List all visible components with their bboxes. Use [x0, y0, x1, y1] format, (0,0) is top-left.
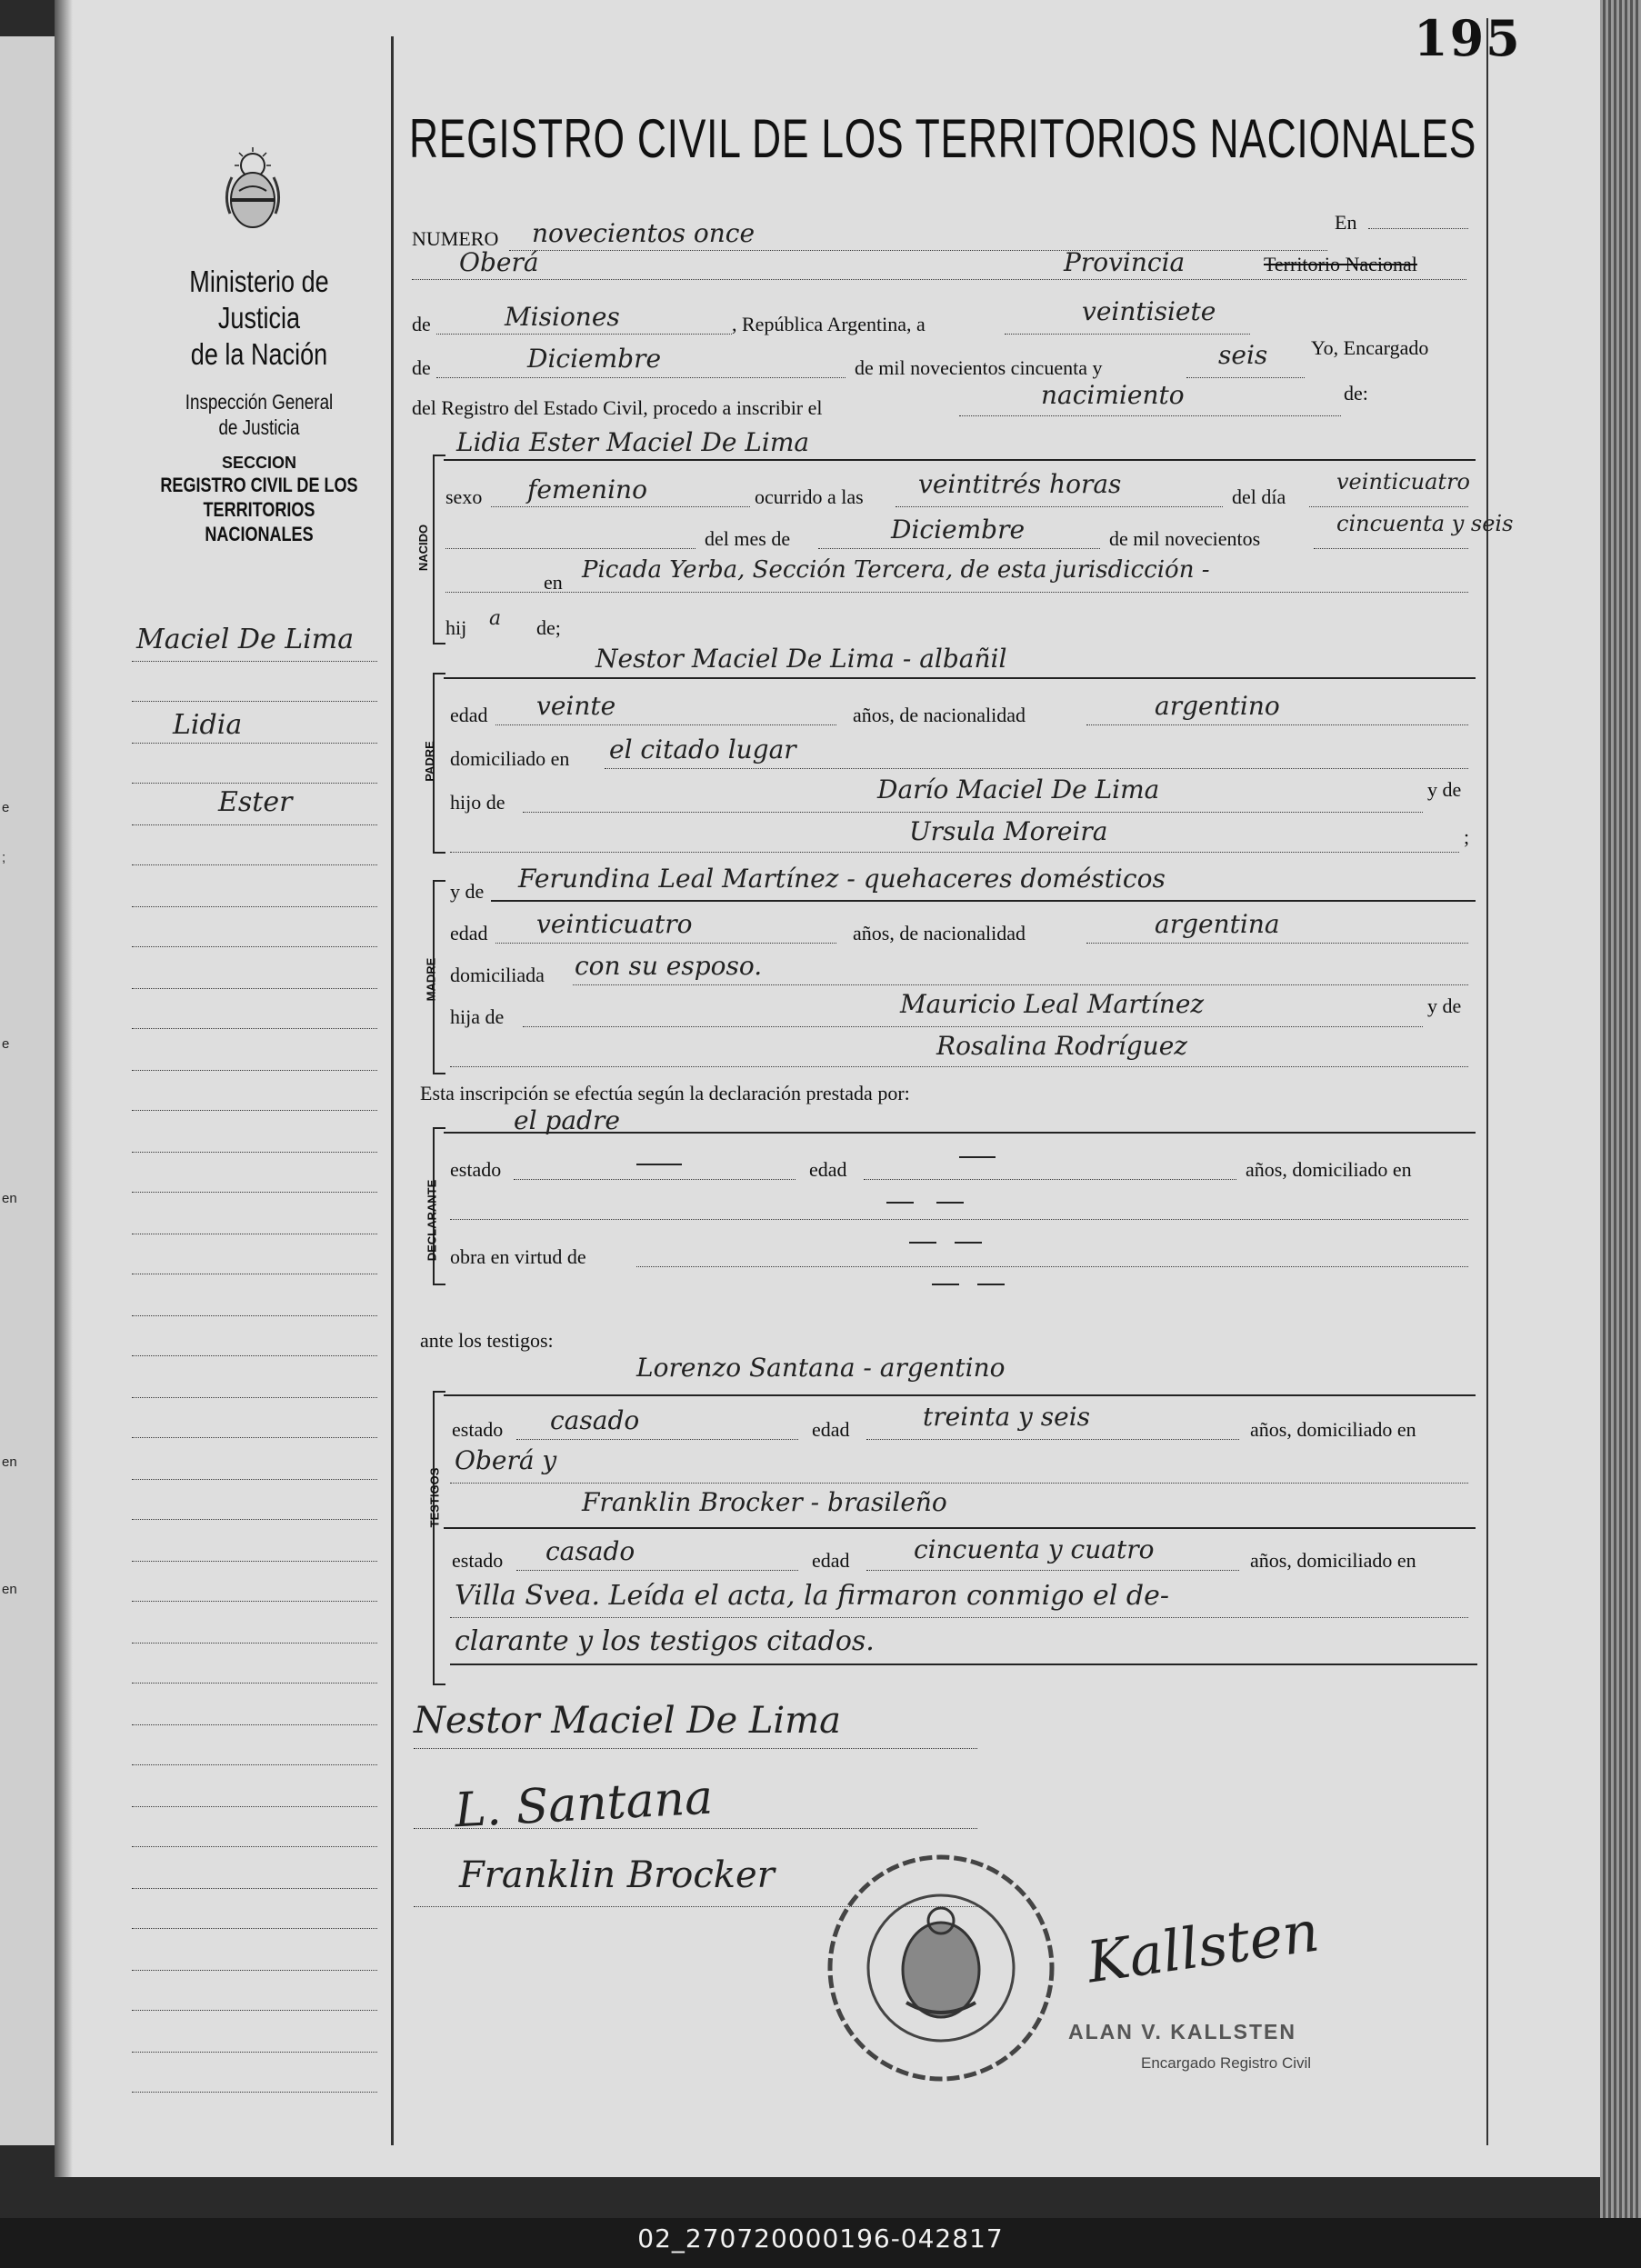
- label-dom-padre: domiciliado en: [450, 747, 570, 770]
- signature-father: Nestor Maciel De Lima: [414, 1700, 841, 1742]
- margin-line: [132, 1273, 377, 1274]
- line-abuela-p: [450, 851, 1459, 853]
- line-declarante: [444, 1132, 1476, 1134]
- ministry-line2: de la Nación: [190, 337, 328, 371]
- label-y-de-padre: y de: [1427, 778, 1462, 801]
- side-label-testigos: TESTIGOS: [427, 1467, 442, 1528]
- label-y-de-madre: y de: [450, 880, 485, 903]
- margin-line: [132, 1763, 377, 1765]
- signature-officer: Kallsten: [1083, 1897, 1324, 1996]
- line-sig1: [414, 1747, 977, 1749]
- official-seal-icon: [823, 1850, 1059, 2086]
- margin-line: [132, 700, 377, 702]
- line-decl-dom: [450, 1218, 1468, 1220]
- value-provincia: Provincia: [1064, 247, 1186, 277]
- line-cierre1: [450, 1616, 1468, 1618]
- margin-line: [132, 1151, 377, 1153]
- margin-line: [132, 1560, 377, 1562]
- margin-surname: Maciel De Lima: [136, 624, 355, 655]
- label-numero: NUMERO: [412, 227, 499, 250]
- label-estado-t2: estado: [452, 1549, 504, 1572]
- value-cierre2: clarante y los testigos citados.: [455, 1625, 875, 1657]
- line-decl-estado: [514, 1178, 795, 1180]
- value-declarante: el padre: [514, 1105, 620, 1135]
- line-lugar: [412, 278, 1466, 280]
- label-en: En: [1335, 211, 1357, 234]
- line-mes-nac: [818, 547, 1100, 549]
- margin-line: [132, 905, 377, 907]
- margin-line: [132, 1887, 377, 1889]
- dash-mark: [977, 1284, 1005, 1285]
- label-anos-nac-madre: años, de nacionalidad: [853, 922, 1026, 944]
- line-dia-acta: [1005, 333, 1250, 335]
- signature-witness1: L. Santana: [453, 1770, 715, 1839]
- gutter-shadow: [55, 0, 73, 2177]
- margin-line: [132, 1191, 377, 1193]
- dash-mark: [932, 1284, 959, 1285]
- margin-line: [132, 660, 377, 662]
- value-t1-estado: casado: [550, 1405, 640, 1435]
- margin-line: [132, 1845, 377, 1847]
- margin-line: [132, 945, 377, 947]
- label-estado-decl: estado: [450, 1158, 502, 1181]
- margin-line: [132, 1354, 377, 1356]
- label-hijo-de: hijo de: [450, 791, 505, 814]
- value-madre-edad: veinticuatro: [536, 909, 693, 939]
- line-abuelo-p: [523, 811, 1423, 813]
- line-provincia: [436, 333, 732, 335]
- label-domiciliada: domiciliada: [450, 964, 545, 986]
- value-t2-edad: cincuenta y cuatro: [914, 1534, 1155, 1564]
- ministry-heading: [123, 264, 395, 546]
- value-sexo: femenino: [527, 475, 647, 505]
- dash-mark: [936, 1202, 964, 1204]
- margin-line: [132, 1682, 377, 1684]
- value-testigo2: Franklin Brocker - brasileño: [582, 1487, 947, 1517]
- value-hij-suffix: a: [489, 607, 502, 630]
- label-en2: en: [544, 571, 563, 594]
- value-t2-estado: casado: [545, 1536, 635, 1566]
- label-del-dia: del día: [1232, 485, 1286, 508]
- image-id-caption: 02_270720000196-042817: [637, 2223, 1004, 2253]
- label-estado-t1: estado: [452, 1418, 504, 1441]
- line-t1-estado: [516, 1438, 798, 1440]
- signature-witness2: Franklin Brocker: [459, 1854, 775, 1896]
- margin-line: [132, 2009, 377, 2011]
- line-testigo2: [444, 1527, 1476, 1529]
- page-stack-edge: [1600, 0, 1641, 2218]
- margin-line: [132, 2051, 377, 2053]
- label-yo: Yo, Encargado: [1311, 336, 1429, 359]
- label-y-de-madre2: y de: [1427, 994, 1462, 1017]
- value-hora: veintitrés horas: [918, 469, 1122, 499]
- label-republica: , República Argentina, a: [732, 313, 926, 335]
- line-tipo: [959, 415, 1341, 416]
- officer-role: Encargado Registro Civil: [1141, 2054, 1312, 2072]
- margin-line: [132, 1642, 377, 1644]
- value-mes-nac: Diciembre: [891, 515, 1026, 545]
- value-anio-acta: seis: [1218, 340, 1268, 370]
- label-edad-padre: edad: [450, 704, 488, 726]
- bracket-nacido: [433, 455, 445, 644]
- line-padre-edad: [495, 724, 836, 725]
- margin-line: [132, 1069, 377, 1071]
- line-t2-edad: [866, 1569, 1239, 1571]
- margin-given1: Lidia: [173, 709, 243, 741]
- side-label-padre: PADRE: [422, 741, 436, 782]
- margin-line: [132, 1396, 377, 1398]
- line-abuelo-m: [523, 1025, 1423, 1027]
- margin-line: [132, 1600, 377, 1602]
- line-anio-nac: [1314, 547, 1468, 549]
- line-madre: [491, 900, 1476, 902]
- label-de-colon: de:: [1344, 382, 1368, 405]
- margin-line: [132, 1805, 377, 1807]
- line-sig2: [414, 1827, 977, 1829]
- label-sexo: sexo: [445, 485, 483, 508]
- label-del-mes: del mes de: [705, 527, 791, 550]
- label-edad-t1: edad: [812, 1418, 850, 1441]
- margin-given2: Ester: [218, 786, 293, 818]
- value-t1-dom: Oberá y: [455, 1445, 557, 1475]
- value-padre-nac: argentino: [1155, 691, 1280, 721]
- side-label-nacido: NACIDO: [416, 524, 431, 572]
- ministry-line5: SECCION: [221, 454, 296, 472]
- officer-name: ALAN V. KALLSTEN: [1068, 2020, 1296, 2043]
- left-fragment: en: [2, 1454, 17, 1470]
- line-madre-edad: [495, 942, 836, 944]
- label-obra: obra en virtud de: [450, 1245, 586, 1268]
- side-label-declarante: DECLARANTE: [425, 1179, 439, 1262]
- line-madre-dom: [573, 984, 1468, 985]
- value-anio-nac: cincuenta y seis: [1336, 511, 1514, 536]
- label-mil: de mil novecientos cincuenta y: [855, 356, 1103, 379]
- value-abuela-m: Rosalina Rodríguez: [936, 1031, 1188, 1061]
- margin-line: [132, 987, 377, 989]
- left-fragment: e: [2, 1036, 10, 1052]
- label-anos-dom-t2: años, domiciliado en: [1250, 1549, 1416, 1572]
- label-ocurrido: ocurrido a las: [755, 485, 864, 508]
- margin-line: [132, 1436, 377, 1438]
- left-fragment: ;: [2, 850, 6, 865]
- label-anos-dom-t1: años, domiciliado en: [1250, 1418, 1416, 1441]
- value-abuela-p: Ursula Moreira: [909, 816, 1108, 846]
- line-decl-edad: [864, 1178, 1236, 1180]
- margin-line: [132, 1969, 377, 1971]
- line-nombre: [444, 459, 1476, 461]
- bracket-testigos: [433, 1391, 445, 1685]
- page-title: REGISTRO CIVIL DE LOS TERRITORIOS NACIONALES: [409, 108, 1477, 169]
- left-page-edge: [0, 36, 57, 2145]
- value-dia-acta: veintisiete: [1082, 296, 1216, 326]
- margin-line: [132, 1027, 377, 1029]
- value-numero: novecientos once: [532, 218, 755, 248]
- ministry-line6: REGISTRO CIVIL DE LOS: [160, 474, 358, 496]
- label-hij: hij: [445, 616, 467, 639]
- dash-mark: [909, 1242, 936, 1244]
- margin-line: [132, 1927, 377, 1929]
- margin-line: [132, 742, 377, 744]
- margin-line: [132, 1109, 377, 1111]
- line-cierre2: [450, 1664, 1477, 1665]
- label-semicolon: ;: [1464, 825, 1470, 848]
- line-t1-edad: [866, 1438, 1239, 1440]
- left-fragment: en: [2, 1582, 17, 1597]
- value-abuelo-m: Mauricio Leal Martínez: [900, 989, 1205, 1019]
- side-label-madre: MADRE: [424, 957, 438, 1002]
- ministry-line4: de Justicia: [218, 415, 300, 439]
- margin-line: [132, 1478, 377, 1480]
- line-obra: [636, 1265, 1468, 1267]
- left-fragment: e: [2, 800, 10, 815]
- label-anos-nac-padre: años, de nacionalidad: [853, 704, 1026, 726]
- line-en: [1368, 227, 1468, 229]
- margin-line: [132, 1314, 377, 1316]
- label-testigos: ante los testigos:: [420, 1329, 554, 1352]
- line-numero: [509, 249, 1327, 251]
- value-provincia-nombre: Misiones: [505, 302, 620, 332]
- label-mil2: de mil novecientos: [1109, 527, 1261, 550]
- value-dia-nac: veinticuatro: [1336, 469, 1470, 495]
- label-edad-t2: edad: [812, 1549, 850, 1572]
- value-padre: Nestor Maciel De Lima - albañil: [595, 644, 1007, 674]
- label-de-semi: de;: [536, 616, 561, 639]
- label-anos-dom-decl: años, domiciliado en: [1246, 1158, 1412, 1181]
- line-mes-acta: [436, 376, 846, 378]
- value-madre-nac: argentina: [1155, 909, 1280, 939]
- value-lugar: Oberá: [459, 247, 539, 277]
- margin-line: [132, 864, 377, 865]
- value-abuelo-p: Darío Maciel De Lima: [877, 774, 1160, 804]
- value-t1-edad: treinta y seis: [923, 1402, 1091, 1432]
- dash-mark: [955, 1242, 982, 1244]
- line-padre-nac: [1086, 724, 1468, 725]
- line-lugar-nac: [445, 591, 1468, 593]
- line-padre: [444, 677, 1476, 679]
- value-nombre-nacido: Lidia Ester Maciel De Lima: [456, 427, 810, 457]
- margin-line: [132, 1233, 377, 1234]
- line-dia-nac-cont: [445, 547, 695, 549]
- margin-line: [132, 1518, 377, 1520]
- margin-line: [132, 782, 377, 784]
- margin-line: [132, 824, 377, 825]
- ministry-line7: TERRITORIOS NACIONALES: [203, 498, 315, 545]
- label-edad-madre: edad: [450, 922, 488, 944]
- value-cierre1: Villa Svea. Leída el acta, la firmaron conmigo el de-: [455, 1580, 1170, 1612]
- line-anio-acta: [1186, 376, 1305, 378]
- line-dia-nac: [1309, 505, 1468, 507]
- value-padre-dom: el citado lugar: [609, 734, 796, 764]
- dash-mark: [959, 1156, 996, 1158]
- label-territorio: Territorio Nacional: [1264, 253, 1417, 275]
- ministry-line3: Inspección General: [185, 390, 334, 414]
- label-registro: del Registro del Estado Civil, procedo a inscribir el: [412, 396, 823, 419]
- dash-mark: [636, 1164, 682, 1165]
- value-madre-dom: con su esposo.: [575, 951, 763, 981]
- ministry-line1: Ministerio de Justicia: [189, 265, 329, 335]
- value-tipo: nacimiento: [1041, 380, 1185, 410]
- value-mes-acta: Diciembre: [527, 344, 662, 374]
- line-madre-nac: [1086, 942, 1468, 944]
- line-padre-dom: [605, 767, 1468, 769]
- value-lugar-nac: Picada Yerba, Sección Tercera, de esta jurisdicción -: [582, 556, 1210, 584]
- margin-line: [132, 1723, 377, 1725]
- line-t1-dom: [450, 1482, 1468, 1484]
- left-fragment: en: [2, 1191, 17, 1206]
- line-sexo: [491, 505, 750, 507]
- label-de: de: [412, 313, 431, 335]
- label-hija-de: hija de: [450, 1005, 505, 1028]
- line-abuela-m: [450, 1065, 1468, 1067]
- value-madre: Ferundina Leal Martínez - quehaceres domésticos: [518, 864, 1166, 894]
- label-edad-decl: edad: [809, 1158, 847, 1181]
- margin-line: [132, 2091, 377, 2093]
- line-t2-estado: [516, 1569, 798, 1571]
- line-testigo1: [444, 1394, 1476, 1396]
- value-padre-edad: veinte: [536, 691, 616, 721]
- label-inscripcion: Esta inscripción se efectúa según la declaración prestada por:: [420, 1082, 910, 1104]
- national-crest-icon: [221, 145, 285, 236]
- inner-rule: [1486, 18, 1488, 2145]
- label-de2: de: [412, 356, 431, 379]
- dash-mark: [886, 1202, 914, 1204]
- value-testigo1: Lorenzo Santana - argentino: [636, 1353, 1006, 1383]
- page-number: 195: [1414, 9, 1522, 67]
- line-hora: [896, 505, 1223, 507]
